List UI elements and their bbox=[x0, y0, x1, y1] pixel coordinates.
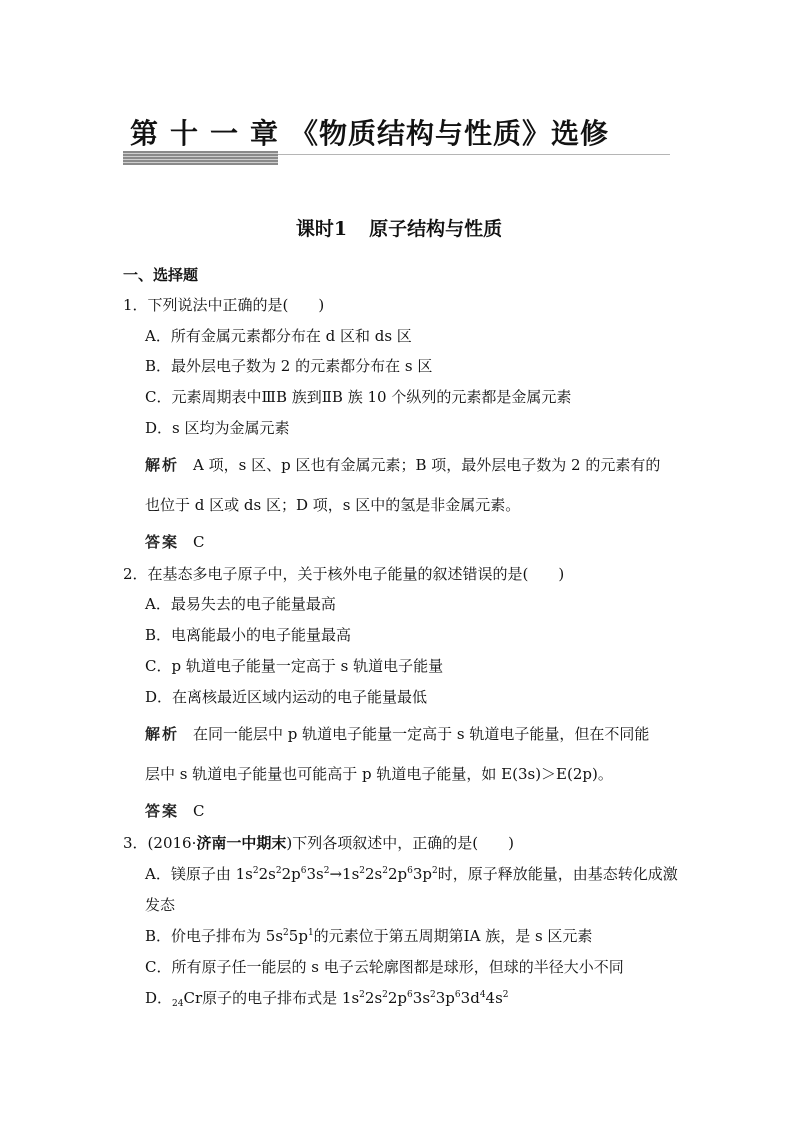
option-text: 原子的电子排布式是 bbox=[202, 989, 342, 1007]
explanation-label: 解析 bbox=[145, 456, 180, 474]
arrow: → bbox=[329, 865, 343, 883]
question-1-explanation-cont: 也位于 d 区或 ds 区；D 项，s 区中的氢是非金属元素。 bbox=[145, 496, 521, 514]
energy-comparison: E(3s)＞E(2p)。 bbox=[501, 765, 613, 783]
explanation-text: A 项，s 区、p 区也有金属元素；B 项，最外层电子数为 2 的元素有的 bbox=[193, 456, 661, 474]
question-1-answer bbox=[145, 532, 205, 552]
question-1-option-c: C．元素周期表中ⅢB 族到ⅡB 族 10 个纵列的元素都是金属元素 bbox=[145, 388, 572, 406]
lesson-name: 原子结构与性质 bbox=[369, 218, 503, 240]
question-1-option-d: D．s 区均为金属元素 bbox=[145, 419, 290, 437]
answer-value: C bbox=[193, 802, 205, 820]
option-text: B．价电子排布为 bbox=[145, 927, 266, 945]
question-1-stem: 1．下列说法中正确的是( ) bbox=[123, 296, 325, 314]
answer-label: 答案 bbox=[145, 533, 180, 551]
cr-electron-config: $1s^22s^22p^63s^23p^63d^44s^2$ bbox=[341, 989, 509, 1007]
question-3-option-a-cont: 发态 bbox=[145, 896, 176, 914]
option-text: A．镁原子由 bbox=[145, 865, 236, 883]
question-3-option-b bbox=[145, 926, 592, 946]
question-3-option-a bbox=[145, 864, 678, 884]
explanation-text: 在同一能层中 p 轨道电子能量一定高于 s 轨道电子能量，但在不同能 bbox=[193, 725, 650, 743]
question-3-option-d bbox=[145, 988, 509, 1008]
atomic-number: 24 bbox=[172, 999, 184, 1009]
explanation-label: 解析 bbox=[145, 725, 180, 743]
element-symbol: Cr bbox=[183, 989, 203, 1007]
option-text: 时，原子释放能量，由基态转化成激 bbox=[437, 865, 678, 883]
answer-value: C bbox=[193, 533, 205, 551]
question-3-stem bbox=[123, 833, 514, 853]
lesson-number: 课时1 bbox=[295, 218, 348, 240]
question-2-option-b: B．电离能最小的电子能量最高 bbox=[145, 626, 352, 644]
option-text: D． bbox=[145, 989, 173, 1007]
question-3-number: 3．(2016· bbox=[123, 834, 197, 852]
question-2-explanation-cont bbox=[145, 764, 613, 784]
question-2-explanation bbox=[145, 724, 649, 744]
question-3-option-c: C．所有原子任一能层的 s 电子云轮廓图都是球形，但球的半径大小不同 bbox=[145, 958, 624, 976]
question-2-option-d: D．在离核最近区域内运动的电子能量最低 bbox=[145, 688, 428, 706]
question-2-option-a: A．最易失去的电子能量最高 bbox=[145, 595, 336, 613]
question-3-text: )下列各项叙述中，正确的是( ) bbox=[286, 834, 514, 852]
electron-config-ground: $1s^22s^22p^63s^2$ bbox=[235, 865, 330, 883]
question-1-option-b: B．最外层电子数为 2 的元素都分布在 s 区 bbox=[145, 357, 433, 375]
question-2-answer bbox=[145, 801, 205, 821]
option-text: 的元素位于第五周期第ⅠA 族，是 s 区元素 bbox=[313, 927, 593, 945]
question-2-stem: 2．在基态多电子原子中，关于核外电子能量的叙述错误的是( ) bbox=[123, 565, 565, 583]
question-1-option-a: A．所有金属元素都分布在 d 区和 ds 区 bbox=[145, 327, 412, 345]
valence-config: $5s^25p^1$ bbox=[265, 927, 314, 945]
section-heading: 一、选择题 bbox=[123, 266, 199, 284]
question-2-option-c: C．p 轨道电子能量一定高于 s 轨道电子能量 bbox=[145, 657, 444, 675]
chapter-name: 《物质结构与性质》选修 bbox=[290, 117, 610, 150]
title-rule bbox=[123, 151, 670, 167]
chapter-title bbox=[130, 112, 609, 152]
title-rule-bar bbox=[123, 151, 278, 165]
electron-config-excited: $1s^22s^22p^63p^2$ bbox=[342, 865, 438, 883]
chapter-number: 第十一章 bbox=[130, 117, 291, 150]
question-3-source: 济南一中期末 bbox=[196, 834, 287, 852]
question-1-explanation bbox=[145, 455, 660, 475]
lesson-title bbox=[0, 214, 794, 241]
explanation-text: 层中 s 轨道电子能量也可能高于 p 轨道电子能量，如 bbox=[145, 765, 502, 783]
answer-label: 答案 bbox=[145, 802, 180, 820]
